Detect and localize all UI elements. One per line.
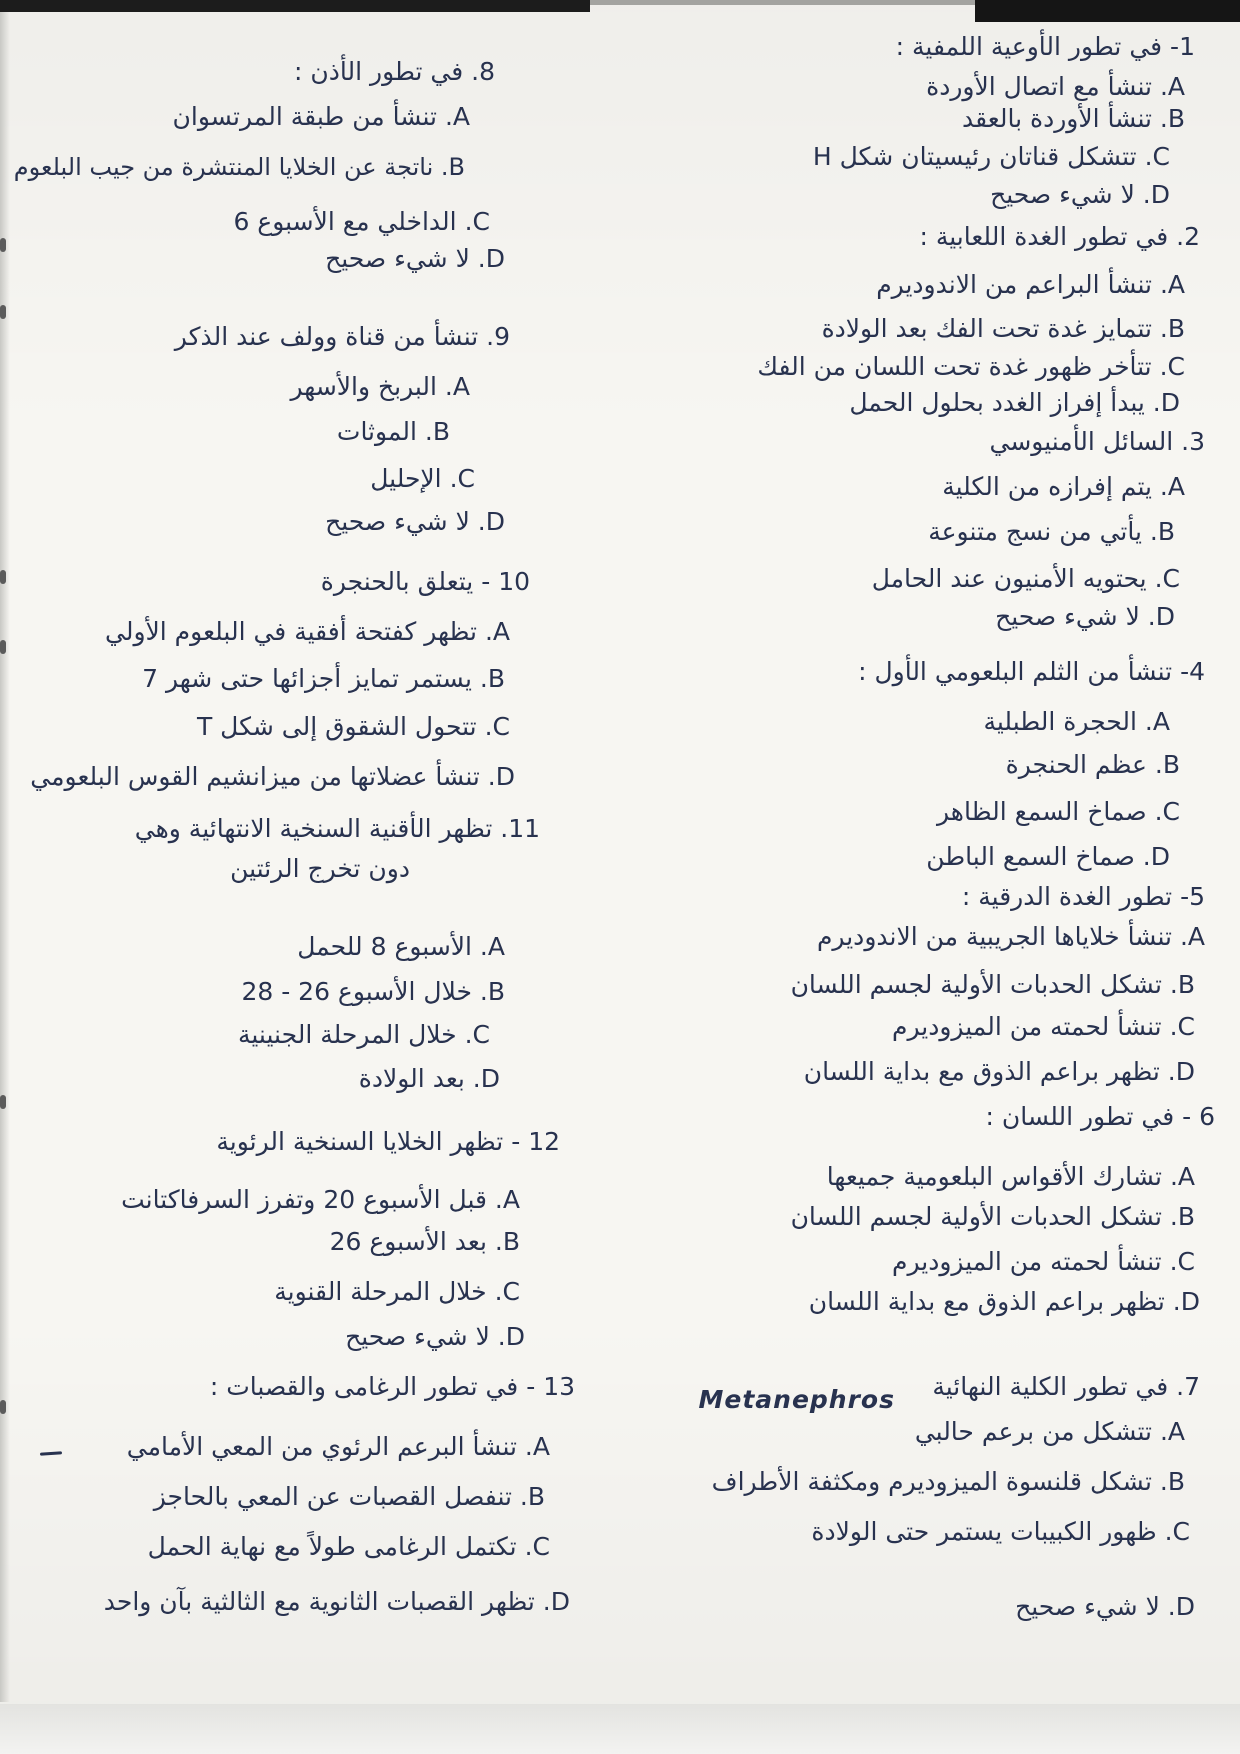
question-11-stem: 11. تظهر الأقنية السنخية الانتهائية وهي (134, 814, 540, 843)
question-13-option-b: B. تنفصل القصبات عن المعي بالحاجز (153, 1482, 545, 1511)
question-3-option-a: A. يتم إفرازه من الكلية (942, 472, 1185, 501)
question-5-option-b: B. تشكل الحدبات الأولية لجسم اللسان (790, 970, 1195, 999)
question-11-option-a: A. الأسبوع 8 للحمل (297, 932, 505, 961)
question-13-option-c: C. تكتمل الرغامى طولاً مع نهاية الحمل (147, 1532, 550, 1561)
question-2-option-b: B. تتمايز غدة تحت الفك بعد الولادة (821, 314, 1185, 343)
question-3-stem: 3. السائل الأمنيوسي (989, 427, 1205, 456)
question-6-option-d: D. تظهر براعم الذوق مع بداية اللسان (808, 1287, 1200, 1316)
question-9-option-b: B. الموثات (336, 417, 450, 446)
stray-pen-mark (40, 1451, 62, 1456)
question-13-option-a: A. تنشأ البرعم الرئوي من المعي الأمامي (126, 1432, 550, 1461)
question-11-option-b: B. خلال الأسبوع 26 - 28 (241, 977, 505, 1006)
question-1-option-a: A. تنشأ مع اتصال الأوردة (926, 72, 1185, 101)
question-5-option-d: D. تظهر براعم الذوق مع بداية اللسان (803, 1057, 1195, 1086)
question-8-option-a: A. تنشأ من طبقة المرتسوان (172, 102, 470, 131)
question-6-option-b: B. تشكل الحدبات الأولية لجسم اللسان (790, 1202, 1195, 1231)
question-5-option-a: A. تنشأ خلاياها الجريبية من الاندوديرم (816, 922, 1205, 951)
question-9-option-d: D. لا شيء صحيح (325, 507, 505, 536)
page-edge-left (0, 12, 10, 1702)
question-4-option-b: B. عظم الحنجرة (1005, 750, 1180, 779)
question-10-option-c: C. تتحول الشقوق إلى شكل T (196, 712, 510, 741)
question-12-option-a: A. قبل الأسبوع 20 وتفرز السرفاكتانت (121, 1185, 520, 1214)
question-10-option-a: A. تظهر كفتحة أفقية في البلعوم الأولي (105, 617, 510, 646)
page-edge-top-left (0, 0, 590, 12)
question-6-option-a: A. تشارك الأقواس البلعومية جميعها (826, 1162, 1195, 1191)
question-11-option-c: C. خلال المرحلة الجنينية (237, 1020, 490, 1049)
page-edge-top (590, 0, 975, 5)
edge-spot (0, 640, 6, 654)
edge-spot (0, 1400, 6, 1414)
question-9-option-c: C. الإحليل (370, 464, 475, 493)
edge-spot (0, 570, 6, 584)
question-3-option-c: C. يحتويه الأمنيون عند الحامل (871, 564, 1180, 593)
question-4-option-c: C. صماخ السمع الظاهر (937, 797, 1180, 826)
question-9-option-a: A. البربخ والأسهر (290, 372, 470, 401)
question-2-option-a: A. تنشأ البراعم من الاندوديرم (876, 270, 1185, 299)
question-11-option-d: D. بعد الولادة (358, 1064, 500, 1093)
question-13-option-d: D. تظهر القصبات الثانوية مع الثالثية بآن واحد (103, 1587, 570, 1616)
page-edge-top-right (975, 0, 1240, 22)
question-11-stem-continued: دون تخرج الرئتين (230, 854, 410, 883)
question-1-option-d: D. لا شيء صحيح (990, 180, 1170, 209)
question-8-option-c: C. الداخلي مع الأسبوع 6 (233, 207, 490, 236)
edge-spot (0, 305, 6, 319)
question-4-option-d: D. صماخ السمع الباطن (926, 842, 1170, 871)
question-7-option-a: A. تتشكل من برعم حالبي (914, 1417, 1185, 1446)
question-10-option-d: D. تنشأ عضلاتها من ميزانشيم القوس البلعومي (30, 762, 515, 791)
question-8-option-d: D. لا شيء صحيح (325, 244, 505, 273)
question-8-option-b: B. ناتجة عن الخلايا المنتشرة من جيب البلعوم (13, 153, 465, 181)
question-6-option-c: C. تنشأ لحمته من الميزوديرم (892, 1247, 1195, 1276)
question-1-stem: 1- في تطور الأوعية اللمفية : (895, 32, 1195, 61)
question-6-stem: 6 - في تطور اللسان : (985, 1102, 1215, 1131)
question-7-option-b: B. تشكل قلنسوة الميزوديرم ومكثفة الأطراف (711, 1467, 1185, 1496)
page-edge-bottom (0, 1704, 1240, 1754)
edge-spot (0, 1095, 6, 1109)
question-2-option-c: C. تتأخر ظهور غدة تحت اللسان من الفك (757, 352, 1185, 381)
question-4-option-a: A. الحجرة الطبلية (983, 707, 1170, 736)
question-10-stem: 10 - يتعلق بالحنجرة (320, 567, 530, 596)
question-13-stem: 13 - في تطور الرغامى والقصبات : (209, 1372, 575, 1401)
question-5-stem: 5- تطور الغدة الدرقية : (961, 882, 1205, 911)
question-2-option-d: D. يبدأ إفراز الغدد بحلول الحمل (849, 388, 1180, 417)
question-8-stem: 8. في تطور الأذن : (294, 57, 495, 86)
question-3-option-d: D. لا شيء صحيح (995, 602, 1175, 631)
edge-spot (0, 238, 6, 252)
question-12-option-d: D. لا شيء صحيح (345, 1322, 525, 1351)
question-7-term: Metanephros (698, 1385, 895, 1414)
question-12-stem: 12 - تظهر الخلايا السنخية الرئوية (216, 1127, 560, 1156)
question-5-option-c: C. تنشأ لحمته من الميزوديرم (892, 1012, 1195, 1041)
question-10-option-b: B. يستمر تمايز أجزائها حتى شهر 7 (142, 664, 505, 693)
question-7-option-d: D. لا شيء صحيح (1015, 1592, 1195, 1621)
question-1-option-c: C. تتشكل قناتان رئيسيتان شكل H (812, 142, 1170, 171)
question-7-option-c: C. ظهور الكبيبات يستمر حتى الولادة (811, 1517, 1190, 1546)
question-2-stem: 2. في تطور الغدة اللعابية : (919, 222, 1200, 251)
question-9-stem: 9. تنشأ من قناة وولف عند الذكر (174, 322, 510, 351)
question-7-stem: 7. في تطور الكلية النهائية (932, 1372, 1200, 1401)
question-1-option-b: B. تنشأ الأوردة بالعقد (962, 104, 1185, 133)
question-12-option-c: C. خلال المرحلة القنوية (274, 1277, 520, 1306)
question-12-option-b: B. بعد الأسبوع 26 (329, 1227, 520, 1256)
question-3-option-b: B. يأتي من نسج متنوعة (928, 517, 1175, 546)
question-4-stem: 4- تنشأ من الثلم البلعومي الأول : (858, 657, 1205, 686)
